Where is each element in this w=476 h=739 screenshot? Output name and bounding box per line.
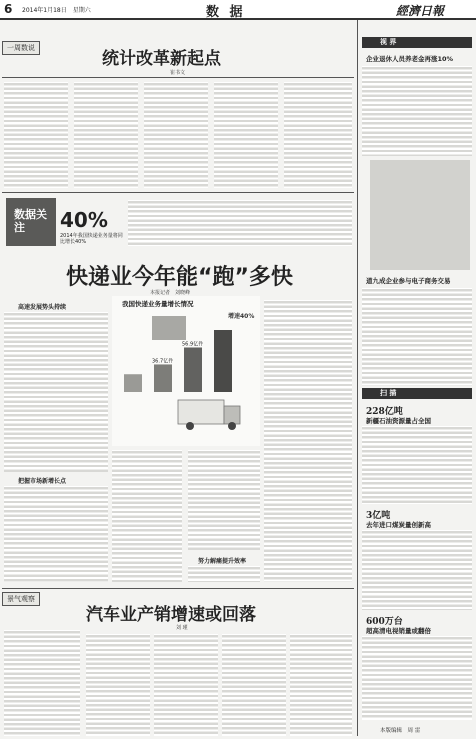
article1-author: 崔书文 (170, 70, 186, 76)
scan2-value: 3亿吨 (366, 511, 391, 521)
sidebar-item1-title: 企业退休人员养老金再涨10% (366, 55, 454, 63)
chart-title: 我国快递业务量增长情况 (122, 300, 194, 308)
article2-body-col (188, 450, 260, 550)
issue-date: 2014年1月18日 星期六 (22, 7, 91, 14)
article1-body-col (144, 82, 208, 188)
page-editor: 本版编辑 周 雷 (380, 728, 421, 734)
data-focus-body (128, 200, 352, 246)
scan1-body (362, 426, 472, 504)
sidebar-item2-body (362, 288, 472, 386)
data-focus-label: 数据关注 (14, 208, 47, 234)
page-number: 6 (4, 2, 13, 16)
data-focus-percent: 40% (60, 208, 108, 232)
article3-body-col (154, 634, 218, 736)
article3-headline: 汽车业产销增速或回落 (86, 605, 256, 625)
divider (2, 192, 354, 193)
article2-body-col (188, 566, 260, 582)
article1-body-col (284, 82, 352, 188)
sidebar-illustration (370, 160, 470, 270)
scan2-body (362, 530, 472, 610)
scan2-title: 去年进口煤炭量创新高 (366, 521, 431, 529)
chart-bar-2014 (214, 330, 232, 392)
article2-body-col (264, 300, 352, 582)
article2-body-col (112, 450, 182, 582)
chart-bar-2013 (184, 347, 202, 392)
article1-body-col (214, 82, 278, 188)
article1-body-col (74, 82, 138, 188)
article2-subhead-2: 把握市场新增长点 (18, 478, 67, 485)
express-volume-chart (112, 296, 260, 446)
article2-body-col (4, 312, 108, 472)
article3-body-col (222, 634, 286, 736)
chart-data-label: 56.9亿件 (182, 341, 204, 348)
divider (2, 77, 354, 78)
article3-body-col (290, 634, 352, 736)
chart-annotation: 增速40% (228, 313, 255, 320)
truck-wheel-icon (186, 422, 194, 430)
column-tag-economic-watch: 景气观察 (2, 592, 40, 606)
sidebar-item2-title: 道九成企业参与电子商务交易 (366, 277, 451, 285)
truck-cargo-illustration (178, 400, 224, 424)
article2-headline: 快递业今年能“跑”多快 (66, 265, 293, 290)
section-title: 数 据 (206, 5, 246, 20)
scan1-value: 228亿吨 (366, 407, 403, 417)
chart-bar-2012 (154, 364, 172, 392)
article3-author: 刘 瑾 (176, 625, 188, 631)
column-tag-weekly-data: 一周数说 (2, 41, 40, 55)
parcel-box-illustration (152, 316, 186, 340)
scan3-value: 600万台 (366, 617, 403, 627)
sidebar-section-vision: 视 界 (362, 37, 472, 48)
article2-byline: 本报记者 刘晓峰 (150, 290, 191, 296)
truck-wheel-icon (228, 422, 236, 430)
truck-cab-illustration (224, 406, 240, 424)
chart-panel (112, 296, 260, 446)
article2-subhead-3: 努力解痛提升效率 (198, 558, 247, 565)
scan3-body (362, 636, 472, 720)
article1-headline: 统计改革新起点 (102, 49, 221, 69)
scan3-title: 超高清电视销量或翻倍 (366, 627, 431, 635)
article3-body-col (4, 630, 80, 736)
article2-body-col (4, 486, 108, 582)
sidebar-section-scan: 扫 描 (362, 388, 472, 399)
chart-bar-2011 (124, 374, 142, 392)
data-focus-caption: 2014年我国快递业务量将同比增长40% (60, 233, 123, 245)
sidebar-item1-body (362, 66, 472, 156)
chart-data-label: 36.7亿件 (152, 358, 174, 365)
scan1-title: 新疆石油资源量占全国 (366, 417, 431, 425)
divider (2, 588, 354, 589)
masthead-logo: 經濟日報 (396, 4, 445, 18)
article2-subhead-1: 高速发展势头持续 (18, 304, 67, 311)
sidebar-divider (357, 20, 358, 736)
article3-body-col (86, 634, 150, 736)
article1-body-col (4, 82, 68, 188)
